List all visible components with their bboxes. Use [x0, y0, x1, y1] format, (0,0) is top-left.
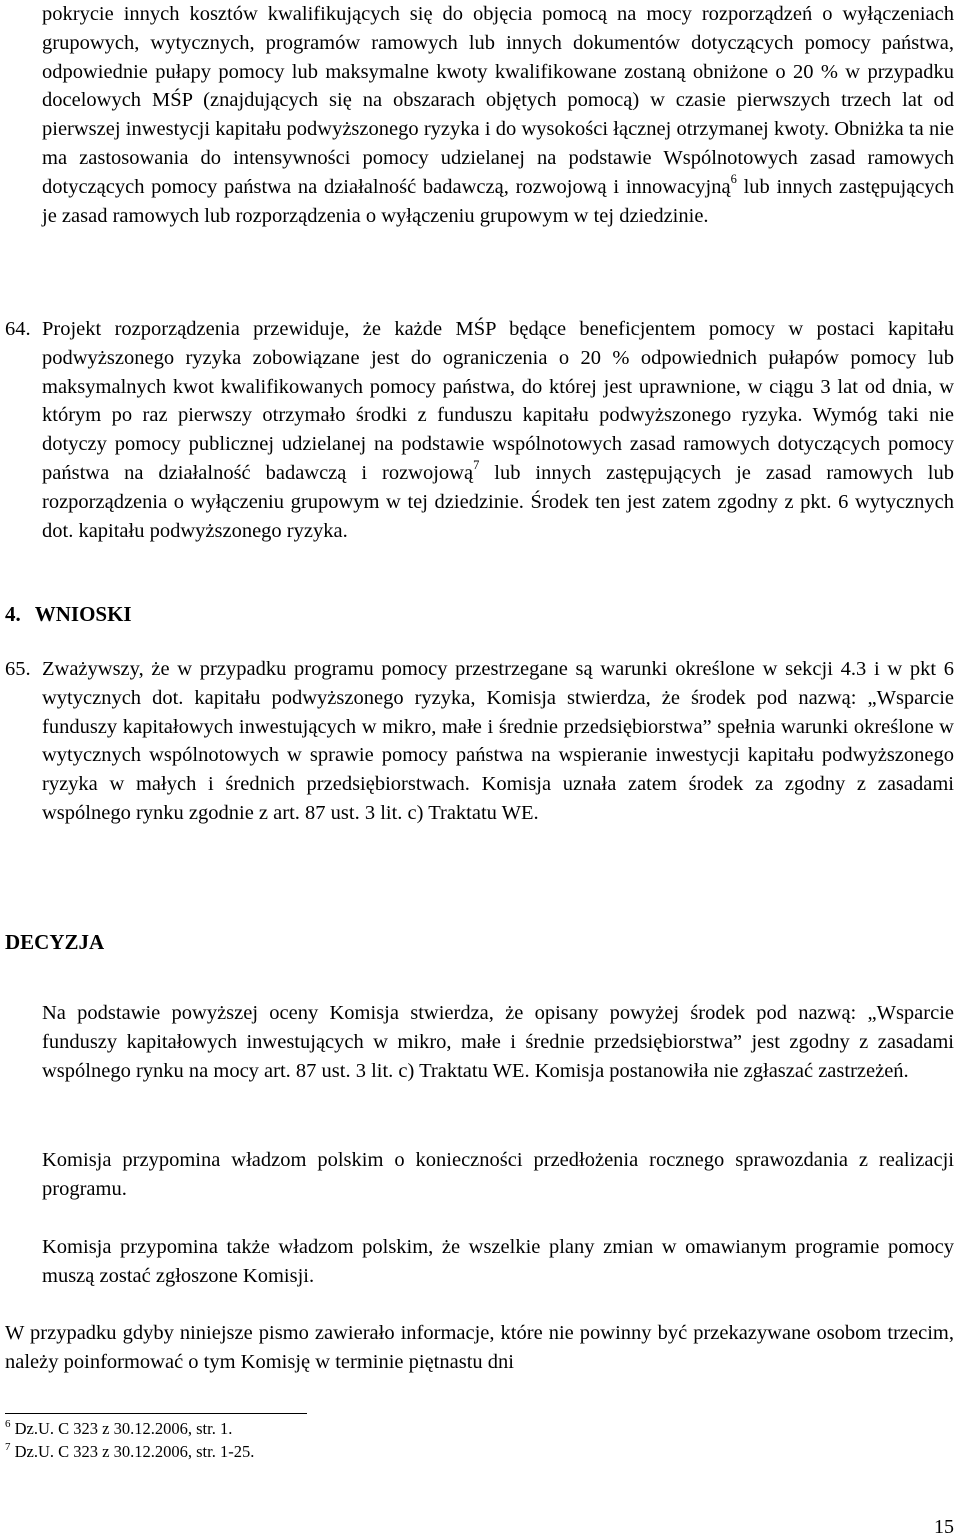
footnote-text: Dz.U. C 323 z 30.12.2006, str. 1. — [10, 1419, 233, 1438]
decision-paragraph-3: Komisja przypomina także władzom polskim, że wszelkie plany zmian w omawianym programie pomocy muszą zostać zgłoszone Komisji. — [42, 1236, 954, 1287]
decision-paragraph-2: Komisja przypomina władzom polskim o konieczności przedłożenia rocznego sprawozdania z realizacji programu. — [42, 1149, 954, 1200]
footnote-ref-6[interactable]: 6 — [730, 171, 737, 186]
footnote-number: 6 — [5, 1417, 11, 1430]
footnote-text: Dz.U. C 323 z 30.12.2006, str. 1-25. — [10, 1442, 255, 1461]
paragraph-64 — [5, 315, 954, 545]
page-number: 15 — [934, 1516, 954, 1538]
footnote-ref-7[interactable]: 7 — [473, 458, 480, 473]
paragraph-text: lub innych zastępujących je zasad ramowych lub rozporządzenia o wyłączeniu grupowym w tej dziedzinie. Środek ten jest zatem zgodny z pkt. 6 wytycznych dot. kapitału podwyższonego ryzyka. — [42, 461, 954, 542]
paragraph-65 — [5, 655, 954, 828]
footnote-7 — [5, 1442, 254, 1462]
paragraph-text: pokrycie innych kosztów kwalifikujących się do objęcia pomocą na mocy rozporządzeń o wyłączeniach grupowych, wytycznych, programów ramowych lub innych dokumentów dotyczących pomocy państwa, odpowiednie pułapy pomocy lub maksymalne kwoty kwalifikowane zostaną obniżone o 20 % w przypadku docelowych MŚP (znajdujących się na obszarach objętych pomocą) w czasie pierwszych trzech lat od pierwszej inwestycji kapitału podwyższonego ryzyka i do wysokości łącznej otrzymanej kwoty. Obniżka ta nie ma zastosowania do intensywności pomocy udzielanej na podstawie Wspólnotowych zasad ramowych dotyczących pomocy państwa na działalność badawczą, rozwojową i innowacyjną — [42, 3, 954, 198]
paragraph-text: lub innych zastępujących je zasad ramowych lub rozporządzenia o wyłączeniu grupowym w tej dziedzinie. — [42, 175, 954, 227]
paragraph-text: Zważywszy, że w przypadku programu pomocy przestrzegane są warunki określone w sekcji 4.3 i w pkt 6 wytycznych dot. kapitału podwyższonego ryzyka, Komisja stwierdza, że środek pod nazwą: „Wsparcie funduszy kapitałowych inwestujących w mikro, małe i średnie przedsiębiorstwa” spełnia warunki określone w wytycznych wspólnotowych w sprawie pomocy państwa na wspieranie inwestycji kapitału podwyższonego ryzyka w małych i średnich przedsiębiorstwach. Komisja uznała zatem środek za zgodny z zasadami wspólnego rynku zgodnie z art. 87 ust. 3 lit. c) Traktatu WE. — [42, 658, 954, 824]
section-number: 4. — [5, 602, 21, 626]
footnote-number: 7 — [5, 1440, 11, 1453]
section-heading — [5, 602, 132, 627]
paragraph-number: 65. — [5, 658, 31, 680]
footnote-separator — [5, 1413, 307, 1414]
closing-paragraph: W przypadku gdyby niniejsze pismo zawierało informacje, które nie powinny być przekazywane osobom trzecim, należy poinformować o tym Komisję w terminie piętnastu dni — [5, 1322, 954, 1373]
section-title: WNIOSKI — [34, 602, 132, 626]
paragraph-63-continuation — [42, 0, 954, 230]
paragraph-number: 64. — [5, 318, 31, 340]
decision-paragraph-1: Na podstawie powyższej oceny Komisja stwierdza, że opisany powyżej środek pod nazwą: „Wsparcie funduszy kapitałowych inwestujących w mikro, małe i średnie przedsiębiorstwa” jest zgodny z zasadami wspólnego rynku na mocy art. 87 ust. 3 lit. c) Traktatu WE. Komisja postanowiła nie zgłaszać zastrzeżeń. — [42, 1002, 954, 1082]
paragraph-text: Projekt rozporządzenia przewiduje, że każde MŚP będące beneficjentem pomocy w postaci kapitału podwyższonego ryzyka zobowiązane jest do ograniczenia o 20 % odpowiednich pułapów pomocy lub maksymalnych kwot kwalifikowanych pomocy państwa, do której jest uprawnione, w ciągu 3 lat od dnia, w którym po raz pierwszy otrzymało środki z funduszu kapitału podwyższonego ryzyka. Wymóg taki nie dotyczy pomocy publicznej udzielanej na podstawie wspólnotowych zasad ramowych dotyczących pomocy państwa na działalność badawczą i rozwojową — [42, 318, 954, 484]
footnote-6 — [5, 1419, 232, 1439]
decision-heading: DECYZJA — [5, 930, 105, 954]
